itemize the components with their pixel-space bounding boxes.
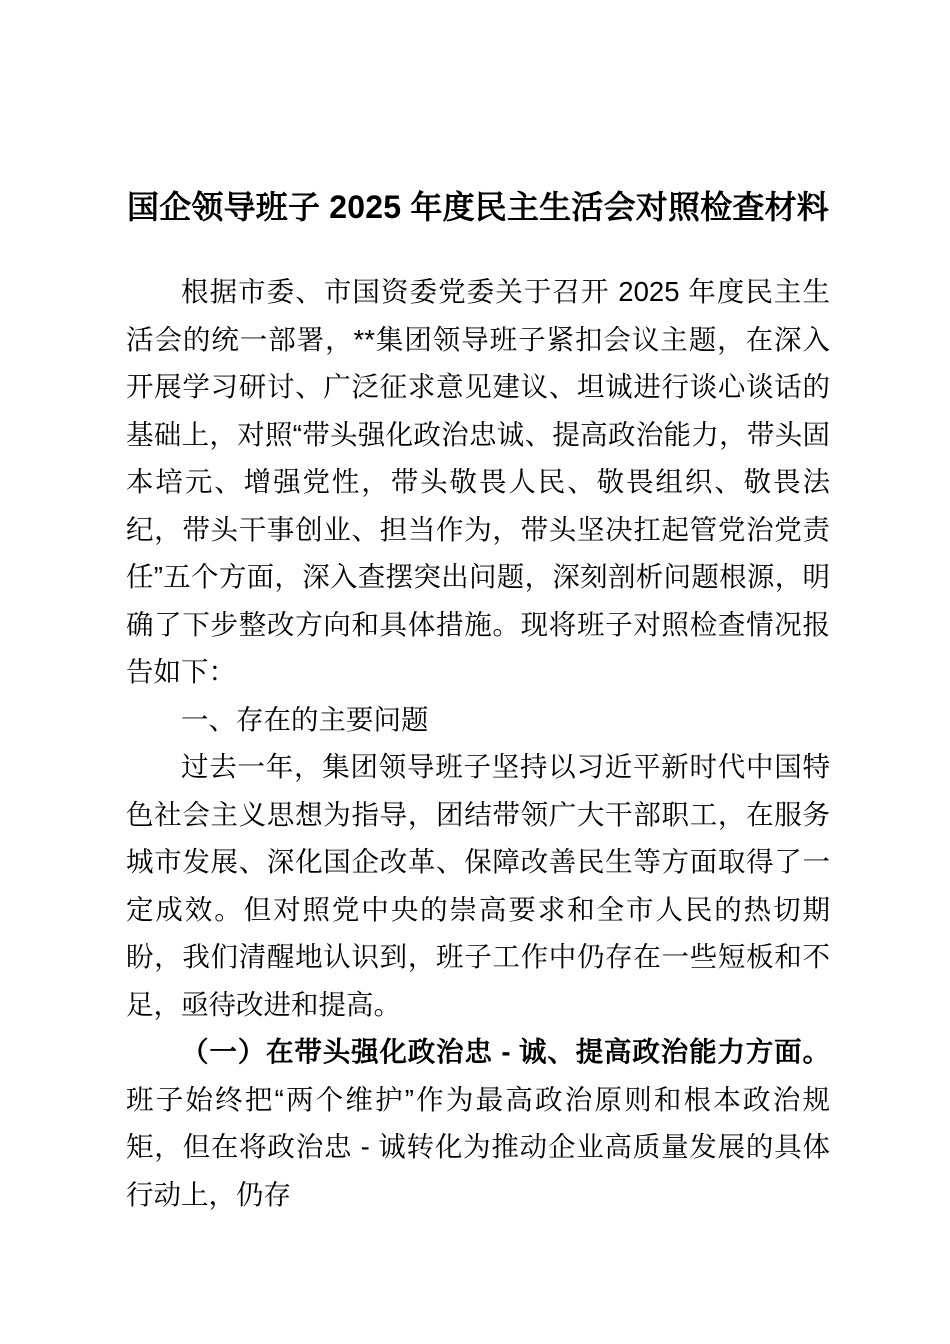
sub-heading-item-one: （一）在带头强化政治忠 - 诚、提高政治能力方面。 <box>181 1036 830 1067</box>
paragraph-item-one <box>126 1028 830 1218</box>
page-title: 国企领导班子 2025 年度民主生活会对照检查材料 <box>127 189 829 225</box>
paragraph-section-one-body: 过去一年，集团领导班子坚持以习近平新时代中国特色社会主义思想为指导，团结带领广大干部职工，在服务城市发展、深化国企改革、保障改善民生等方面取得了一定成效。但对照党中央的崇高要求和全市人民的热切期盼，我们清醒地认识到，班子工作中仍存在一些短板和不足，亟待改进和提高。 <box>126 751 830 1020</box>
paragraph-item-one-text: 班子始终把“两个维护”作为最高政治原则和根本政治规矩，但在将政治忠 - 诚转化为推动企业高质量发展的具体行动上，仍存 <box>126 1083 830 1210</box>
paragraph-intro: 根据市委、市国资委党委关于召开 2025 年度民主生活会的统一部署，**集团领导班子紧扣会议主题，在深入开展学习研讨、广泛征求意见建议、坦诚进行谈心谈话的基础上，对照“带头强化政治忠诚、提高政治能力，带头固本培元、增强党性，带头敬畏人民、敬畏组织、敬畏法纪，带头干事创业、担当作为，带头坚决扛起管党治党责任”五个方面，深入查摆突出问题，深刻剖析问题根源，明确了下步整改方向和具体措施。现将班子对照检查情况报告如下： <box>126 276 830 687</box>
document-body <box>126 0 830 1218</box>
section-heading-main-problems: 一、存在的主要问题 <box>181 703 429 735</box>
